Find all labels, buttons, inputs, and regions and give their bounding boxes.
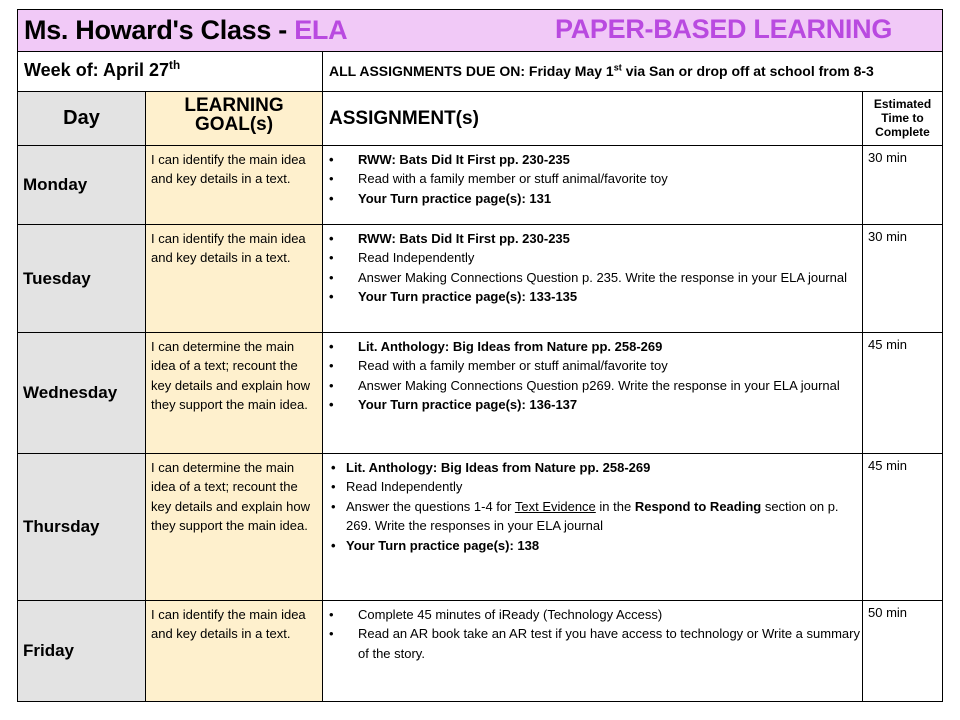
column-header-day: Day <box>18 92 146 145</box>
assignment-text: Answer the questions 1-4 for <box>346 498 515 514</box>
learning-mode-label: PAPER-BASED LEARNING <box>555 14 893 44</box>
assignment-item: • Your Turn practice page(s): 133-135 <box>323 287 862 306</box>
week-row <box>17 52 943 92</box>
assignment-list <box>323 601 863 701</box>
table-row-monday <box>17 146 943 225</box>
table-row-wednesday <box>17 333 943 454</box>
assignment-text: section on p. 269. Write the responses in your ELA journal <box>346 498 839 534</box>
week-of-label: Week of: April 27 <box>24 60 170 80</box>
assignment-list <box>323 333 863 453</box>
due-date-suffix: st <box>613 62 622 73</box>
day-label: Wednesday <box>18 333 146 453</box>
assignment-item: • Your Turn practice page(s): 131 <box>323 189 862 208</box>
assignment-item: • RWW: Bats Did It First pp. 230-235 <box>323 150 862 169</box>
assignment-item: • Complete 45 minutes of iReady (Technology Access) <box>323 605 862 624</box>
learning-goal: I can determine the main idea of a text; recount the key details and explain how they support the main idea. <box>146 333 323 453</box>
estimated-time: 45 min <box>868 458 908 473</box>
assignment-item: • RWW: Bats Did It First pp. 230-235 <box>323 229 862 248</box>
assignment-item: • Lit. Anthology: Big Ideas from Nature pp. 258-269 <box>323 337 862 356</box>
week-of <box>18 52 323 91</box>
assignment-item: • Lit. Anthology: Big Ideas from Nature pp. 258-269 <box>323 458 862 477</box>
learning-goal: I can identify the main idea and key details in a text. <box>146 146 323 224</box>
assignment-item: • Read an AR book take an AR test if you have access to technology or Write a summary of the story. <box>323 624 862 663</box>
estimated-time: 30 min <box>868 150 908 165</box>
week-of-suffix: th <box>169 59 181 72</box>
learning-goal: I can identify the main idea and key details in a text. <box>146 601 323 701</box>
assignment-item: • Answer Making Connections Question p269. Write the response in your ELA journal <box>323 376 862 395</box>
due-date-details: via San or drop off at school from 8-3 <box>621 63 874 79</box>
title-bar <box>17 9 943 52</box>
day-label: Thursday <box>18 454 146 600</box>
estimated-time: 30 min <box>868 229 908 244</box>
assignment-item: • Read with a family member or stuff animal/favorite toy <box>323 356 862 375</box>
class-title <box>18 15 347 46</box>
table-row-thursday <box>17 454 943 601</box>
assignment-list <box>323 454 863 600</box>
lesson-plan-table <box>17 9 943 702</box>
assignment-item <box>323 497 862 536</box>
column-header-time: Estimated Time to Complete <box>873 97 932 139</box>
learning-goal: I can determine the main idea of a text; recount the key details and explain how they support the main idea. <box>146 454 323 600</box>
assignment-item: • Read Independently <box>323 248 862 267</box>
class-name: Ms. Howard's Class - <box>24 15 295 45</box>
assignment-text: in the <box>595 498 635 514</box>
day-label: Friday <box>18 601 146 701</box>
day-label: Tuesday <box>18 225 146 332</box>
assignment-item: • Answer Making Connections Question p. 235. Write the response in your ELA journal <box>323 268 862 287</box>
column-header-goal: LEARNING GOAL(s) <box>146 92 323 145</box>
assignment-item: • Read Independently <box>323 477 862 496</box>
learning-goal: I can identify the main idea and key details in a text. <box>146 225 323 332</box>
assignment-item: • Your Turn practice page(s): 136-137 <box>323 395 862 414</box>
column-header-assignments: ASSIGNMENT(s) <box>323 92 863 145</box>
estimated-time: 45 min <box>868 337 908 352</box>
due-date <box>323 52 942 91</box>
assignment-text-bold: Respond to Reading <box>634 498 762 514</box>
table-row-friday <box>17 601 943 702</box>
assignment-list <box>323 146 863 224</box>
table-row-tuesday <box>17 225 943 333</box>
subject-label: ELA <box>294 15 348 45</box>
assignment-item: • Your Turn practice page(s): 138 <box>323 536 862 555</box>
due-date-label: ALL ASSIGNMENTS DUE ON: Friday May 1 <box>329 63 614 79</box>
assignment-item: • Read with a family member or stuff animal/favorite toy <box>323 169 862 188</box>
day-label: Monday <box>18 146 146 224</box>
column-header-row <box>17 92 943 146</box>
assignment-list <box>323 225 863 332</box>
assignment-text-underlined: Text Evidence <box>514 498 596 514</box>
estimated-time: 50 min <box>868 605 908 620</box>
